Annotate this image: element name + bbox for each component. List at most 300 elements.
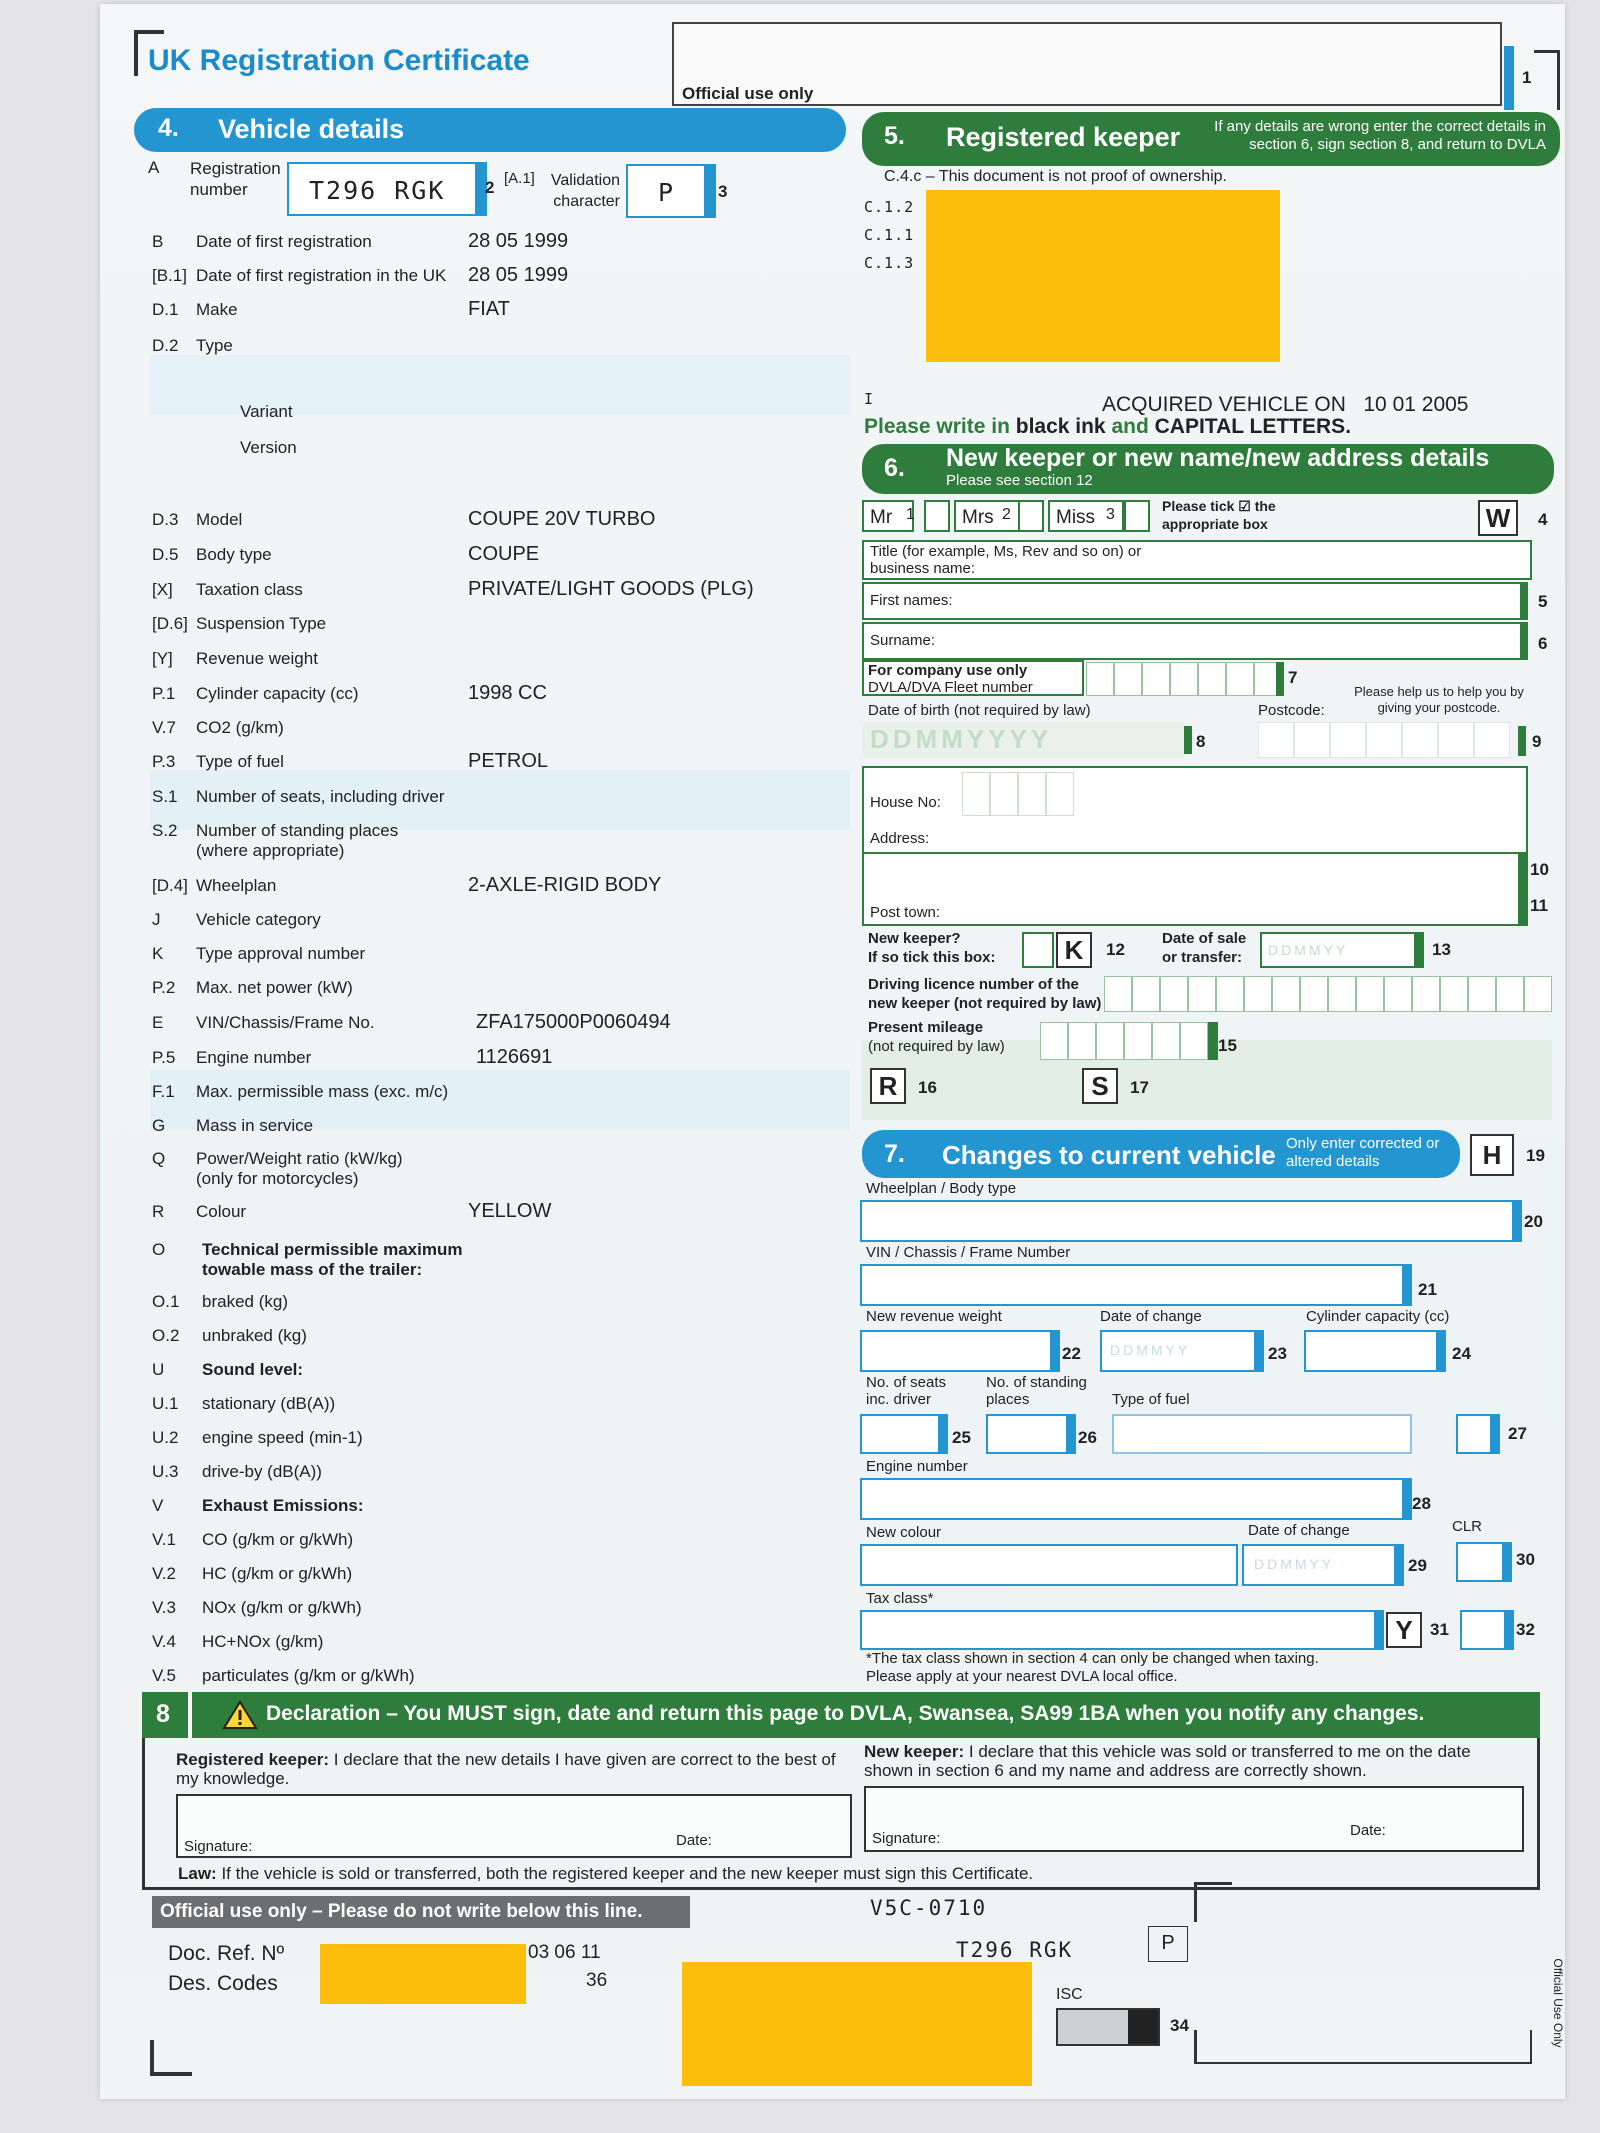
box-number: 32 [1516, 1620, 1535, 1639]
field-label [202, 1462, 322, 1482]
field-code: F.1 [152, 1082, 175, 1101]
keeper-code: C.1.2 [864, 198, 915, 216]
field-label: Cylinder capacity (cc) [1306, 1308, 1450, 1325]
title-business-field[interactable] [862, 540, 1532, 580]
field-label [202, 1666, 415, 1686]
seats-field[interactable] [860, 1414, 948, 1454]
field-label [202, 1530, 353, 1550]
box-end-bar [1050, 1330, 1060, 1372]
box-end-bar [1402, 1264, 1412, 1306]
section-6-header [862, 444, 1554, 494]
field-label-line: Make [196, 300, 238, 319]
field-label-line: Type [196, 336, 233, 355]
field-label [196, 300, 238, 320]
field-code: V [152, 1496, 164, 1515]
box-end-bar [1402, 1478, 1412, 1520]
fuel-type-field[interactable] [1112, 1414, 1412, 1454]
field-label-line: CO2 (g/km) [196, 718, 284, 737]
standing-places-field[interactable] [986, 1414, 1076, 1454]
field-label: Post town: [870, 904, 941, 921]
mileage-cells[interactable] [1040, 1022, 1208, 1060]
corner-mark [1557, 50, 1560, 110]
box-number: 7 [1288, 668, 1298, 687]
box-end-bar [1502, 1542, 1512, 1582]
corner-mark [134, 30, 164, 34]
field-label [196, 978, 353, 998]
section-5-header [862, 112, 1560, 166]
field-label: New colour [866, 1524, 942, 1541]
field-label-line: Cylinder capacity (cc) [196, 684, 359, 703]
h-box[interactable]: H [1470, 1134, 1514, 1176]
field-label [196, 944, 365, 964]
field-label [202, 1292, 288, 1312]
field-label-line: Max. permissible mass (exc. m/c) [196, 1082, 449, 1101]
field-code: D.5 [152, 545, 179, 564]
section-number: 6. [884, 454, 905, 482]
field-label: Tax class* [866, 1590, 934, 1607]
field-value: ZFA175000P0060494 [476, 1011, 671, 1033]
section-4-header [134, 108, 846, 152]
field-code: V.2 [152, 1564, 176, 1583]
field-label: Wheelplan / Body type [866, 1180, 1017, 1197]
field-code: P.2 [152, 978, 176, 997]
section-title: New keeper or new name/new address details [946, 444, 1490, 472]
box-number: 5 [1538, 592, 1548, 611]
tax-note: *The tax class shown in section 4 can only be changed when taxing. [866, 1650, 1319, 1667]
field-label-line: stationary (dB(A)) [202, 1394, 336, 1413]
field-label: Title (for example, Ms, Rev and so on) or business name: [870, 543, 1142, 577]
option-number: 3 [1106, 506, 1115, 523]
y-box[interactable]: Y [1386, 1612, 1422, 1648]
box-number: 6 [1538, 634, 1548, 653]
field-code: [D.6] [152, 614, 188, 633]
field-label: (not required by law) [868, 1038, 1005, 1055]
new-keeper-tick[interactable] [1022, 932, 1054, 968]
field-value: 28 05 1999 [468, 264, 569, 286]
section-title: Declaration – You MUST sign, date and return this page to DVLA, Swansea, SA99 1BA when you notify any changes. [266, 1702, 1425, 1725]
field-value: PRIVATE/LIGHT GOODS (PLG) [468, 578, 754, 600]
field-code: V.7 [152, 718, 176, 737]
tax-class-field[interactable] [860, 1610, 1380, 1650]
field-label: Type of fuel [1112, 1391, 1190, 1408]
field-label: For company use only [868, 662, 1028, 679]
field-label-line: CO (g/km or g/kWh) [202, 1530, 354, 1549]
field-label: New revenue weight [866, 1308, 1002, 1325]
box-end-bar [1208, 1022, 1218, 1060]
field-label-line: Number of seats, including driver [196, 787, 445, 806]
field-label-line: particulates (g/km or g/kWh) [202, 1666, 415, 1685]
box-number: 8 [1196, 732, 1206, 751]
field-code: V.4 [152, 1632, 176, 1651]
w-box[interactable]: W [1478, 500, 1518, 536]
section-number: 7. [884, 1140, 905, 1168]
field-label [196, 876, 276, 896]
box-number: 4 [1538, 510, 1548, 529]
signature-label: Signature: [184, 1838, 253, 1855]
write-instruction-part: Please write in [864, 415, 1010, 438]
box-number: 11 [1530, 896, 1548, 915]
official-use-text [160, 1901, 643, 1923]
field-code: R [152, 1202, 165, 1221]
declaration-text: I declare that the new details I have given are correct to the best of my knowledge. [176, 1750, 836, 1788]
section-8-header [142, 1692, 1540, 1738]
corner-mark [1194, 1882, 1197, 1922]
field-label-line: NOx (g/km or g/kWh) [202, 1598, 362, 1617]
field-label-line: towable mass of the trailer: [202, 1260, 423, 1279]
blue-marker [1504, 46, 1514, 110]
cylinder-capacity-field[interactable] [1304, 1330, 1446, 1372]
box-number: 28 [1412, 1494, 1431, 1513]
box-number: 31 [1430, 1620, 1449, 1639]
field-value: COUPE 20V TURBO [468, 508, 656, 530]
box-end-bar [1254, 1330, 1264, 1372]
form-code: V5C-0710 [870, 1896, 988, 1920]
field-value: FIAT [468, 298, 510, 320]
field-code: V.5 [152, 1666, 176, 1685]
date-placeholder: DDMMYY [1254, 1556, 1335, 1572]
field-code: J [152, 910, 161, 929]
official-use-side-text: Official Use Only [1551, 1958, 1565, 2048]
field-label: First names: [870, 592, 953, 609]
field-label [196, 232, 372, 252]
box-number: 30 [1516, 1550, 1535, 1569]
field-code: E [152, 1013, 164, 1032]
field-label-line: Mass in service [196, 1116, 314, 1135]
box-end-bar [1374, 1610, 1384, 1650]
box-end-bar [1518, 854, 1526, 924]
field-label-line: VIN/Chassis/Frame No. [196, 1013, 375, 1032]
signature-label: Signature: [872, 1830, 941, 1847]
box-end-bar [475, 162, 485, 216]
field-label-line: Wheelplan [196, 876, 277, 895]
section-title: Vehicle details [218, 114, 405, 144]
field-label-line: HC+NOx (g/km) [202, 1632, 324, 1651]
field-label [202, 1632, 323, 1652]
field-label-line: Sound level: [202, 1360, 304, 1379]
field-code: [X] [152, 580, 173, 599]
field-label [202, 1564, 352, 1584]
field-code: D.3 [152, 510, 179, 529]
wheelplan-field[interactable] [860, 1200, 1522, 1242]
field-label [196, 1082, 448, 1102]
field-label: Present mileage [868, 1019, 984, 1036]
r-box[interactable]: R [870, 1068, 906, 1104]
new-colour-field[interactable] [860, 1544, 1238, 1586]
surname-field[interactable] [862, 622, 1526, 660]
field-code: U [152, 1360, 165, 1379]
validation-label: Validation character [550, 172, 620, 210]
field-label [196, 1048, 311, 1068]
field-label-line: (only for motorcycles) [196, 1169, 359, 1188]
first-names-field[interactable] [862, 582, 1526, 620]
box-number: 10 [1530, 860, 1549, 879]
tax-note: Please apply at your nearest DVLA local office. [866, 1668, 1178, 1685]
official-use-label: Official use only [682, 84, 814, 103]
field-code: Q [152, 1149, 166, 1168]
document-title: UK Registration Certificate [148, 44, 530, 77]
field-label-line: Exhaust Emissions: [202, 1496, 364, 1515]
field-label-line: places [986, 1391, 1030, 1408]
field-label: Driving licence number of the [868, 976, 1079, 993]
field-code: O.2 [152, 1326, 180, 1345]
field-label-line: Date of first registration in the UK [196, 266, 447, 285]
dob-placeholder: DDMMYYYY [870, 724, 1053, 754]
field-label-line: braked (kg) [202, 1292, 288, 1311]
registered-keeper-declaration [176, 1750, 852, 1788]
box-end-bar [1490, 1414, 1500, 1454]
field-label [196, 1116, 313, 1136]
field-label-line: No. of seats [866, 1374, 947, 1391]
s-box[interactable]: S [1082, 1068, 1118, 1104]
box-end-bar [1504, 1610, 1514, 1650]
dob-field[interactable] [862, 722, 1184, 758]
field-label [196, 718, 284, 738]
write-instruction-part: black ink [1009, 415, 1112, 438]
field-code: U.1 [152, 1394, 179, 1413]
box-number: 3 [718, 182, 728, 201]
field-label-line: engine speed (min-1) [202, 1428, 363, 1447]
field-label [196, 1149, 403, 1189]
field-label [196, 649, 318, 669]
field-code: U.3 [152, 1462, 179, 1481]
field-code: S.2 [152, 821, 178, 840]
field-label [196, 614, 326, 634]
field-label: New keeper? [868, 930, 961, 947]
field-label: CLR [1452, 1518, 1483, 1535]
field-code: O [152, 1240, 166, 1259]
box-number: 34 [1170, 2016, 1189, 2035]
doc-ref-redaction [320, 1944, 526, 2004]
option-number: 2 [1002, 506, 1011, 523]
field-label: Date of change [1248, 1522, 1350, 1539]
corner-mark [1194, 2030, 1197, 2064]
law-statement [178, 1864, 1033, 1884]
des-codes-value: 36 [586, 1970, 608, 1991]
field-code: V.1 [152, 1530, 176, 1549]
new-keeper-signature-box[interactable] [864, 1786, 1524, 1852]
k-box[interactable]: K [1056, 932, 1092, 968]
field-label: Date of change [1100, 1308, 1202, 1325]
field-label-line: Power/Weight ratio (kW/kg) [196, 1149, 403, 1168]
field-label-line: Number of standing places [196, 821, 399, 840]
date-of-sale-field[interactable] [1260, 932, 1424, 968]
field-code: G [152, 1116, 166, 1135]
box-end-bar [1066, 1414, 1076, 1454]
field-label [196, 787, 445, 807]
address-divider [862, 852, 1528, 854]
box-end-bar [1520, 582, 1528, 620]
corner-mark [134, 30, 138, 76]
tick-note: Please tick ☑ the appropriate box [1162, 498, 1276, 532]
corner-mark [1194, 2062, 1532, 2064]
title-mrs-option[interactable] [954, 500, 1026, 532]
box-number: 9 [1532, 732, 1542, 751]
title-mr-tick[interactable] [924, 500, 950, 532]
isc-box [1056, 2008, 1160, 2046]
box-number: 27 [1508, 1424, 1527, 1443]
title-mrs-tick[interactable] [1018, 500, 1044, 532]
field-value: 2-AXLE-RIGID BODY [468, 874, 662, 896]
des-codes-label: Des. Codes [168, 1972, 278, 1995]
box-number: 16 [918, 1078, 937, 1097]
box-number: 15 [1218, 1036, 1237, 1055]
colour-date-field[interactable] [1242, 1544, 1404, 1586]
box-end-bar [1414, 932, 1424, 968]
date-of-change-field[interactable] [1100, 1330, 1264, 1372]
box-end-bar [1520, 622, 1528, 660]
box-end-bar [1394, 1544, 1404, 1586]
section-7-header [862, 1130, 1460, 1178]
field-label: Address: [870, 830, 930, 847]
divider [188, 1692, 192, 1738]
field-label [196, 545, 272, 565]
vin-field[interactable] [860, 1264, 1412, 1306]
write-instruction [864, 415, 1351, 439]
law-text: If the vehicle is sold or transferred, both the registered keeper and the new keeper must sign this Certificate. [216, 1864, 1034, 1883]
field-label: DVLA/DVA Fleet number [868, 679, 1033, 696]
revenue-weight-field[interactable] [860, 1330, 1060, 1372]
field-label [196, 821, 398, 861]
acquired-date: ACQUIRED VEHICLE ON 10 01 2005 [1102, 393, 1469, 416]
field-label [196, 1202, 246, 1222]
corner-mark [150, 2072, 192, 2076]
box-number: 20 [1524, 1212, 1543, 1231]
box-end-bar [704, 164, 714, 218]
field-label: House No: [870, 794, 941, 811]
field-value: 1126691 [476, 1046, 553, 1068]
field-label [196, 336, 233, 356]
field-label: Postcode: [1258, 702, 1325, 719]
field-code: [D.4] [152, 876, 188, 895]
field-label: VIN / Chassis / Frame Number [866, 1244, 1071, 1261]
field-value: YELLOW [468, 1200, 552, 1222]
option-number: 1 [906, 506, 915, 523]
driving-licence-cells[interactable] [1104, 976, 1552, 1012]
field-code: K [152, 944, 164, 963]
box-number: 23 [1268, 1344, 1287, 1363]
date-label: Date: [676, 1832, 712, 1849]
section-note: If any details are wrong enter the correct details in section 6, sign section 8, and return to DVLA [1214, 118, 1546, 153]
option-label: Miss [1056, 507, 1096, 528]
box-number: 2 [485, 178, 495, 197]
new-keeper-declaration [864, 1742, 1514, 1780]
keeper-address-redaction [926, 190, 1280, 362]
field-label-line: Date of first registration [196, 232, 372, 251]
box-number: 12 [1106, 940, 1125, 959]
date-placeholder: DDMMYY [1268, 942, 1349, 958]
field-label [240, 438, 297, 458]
official-use-text-bold: Official use only – Please do not write below this line. [160, 1901, 643, 1922]
section-number: 8 [156, 1700, 170, 1728]
option-label: Mrs [962, 507, 994, 528]
isc-label: ISC [1056, 1986, 1083, 2003]
official-use-bar [152, 1896, 690, 1928]
field-label-line: drive-by (dB(A)) [202, 1462, 322, 1481]
validation-character-box [626, 164, 716, 218]
section-subtitle: Please see section 12 [946, 472, 1093, 489]
box-end-bar [1512, 1200, 1522, 1242]
title-miss-tick[interactable] [1124, 500, 1150, 532]
field-label: Date of birth (not required by law) [868, 702, 1091, 719]
field-code: [A.1] [504, 170, 535, 187]
box-number: 24 [1452, 1344, 1471, 1363]
field-label [202, 1394, 335, 1414]
field-label-line: Type approval number [196, 944, 366, 963]
box-number: 13 [1432, 940, 1451, 959]
engine-number-field[interactable] [860, 1478, 1412, 1520]
field-code: B [152, 232, 164, 251]
field-code: V.3 [152, 1598, 176, 1617]
field-value: COUPE [468, 543, 540, 565]
field-code: A [148, 158, 160, 177]
field-code: O.1 [152, 1292, 180, 1311]
field-label-line: No. of standing [986, 1374, 1087, 1391]
field-label-line: Revenue weight [196, 649, 318, 668]
footer-registration: T296 RGK [956, 1938, 1074, 1962]
field-label-line: inc. driver [866, 1391, 932, 1408]
title-options [862, 500, 1162, 532]
field-value: PETROL [468, 750, 549, 772]
field-label-line: Engine number [196, 1048, 312, 1067]
registered-keeper-signature-box[interactable] [176, 1794, 852, 1858]
field-label [202, 1360, 303, 1380]
box-end-bar [1276, 662, 1284, 696]
house-no-cells[interactable] [962, 772, 1074, 816]
postcode-cells[interactable] [1258, 722, 1510, 758]
field-label [196, 510, 242, 530]
field-label-line: (where appropriate) [196, 841, 345, 860]
field-label [202, 1496, 364, 1516]
keeper-code: C.1.3 [864, 254, 915, 272]
corner-mark [1530, 2030, 1532, 2064]
field-label [240, 402, 293, 422]
page-number: 1 [1522, 68, 1532, 87]
field-code: [B.1] [152, 266, 187, 285]
field-label-line: Vehicle category [196, 910, 321, 929]
field-value: 28 05 1999 [468, 230, 569, 252]
declaration-text: I declare that this vehicle was sold or transferred to me on the date shown in section 6 and my name and address are correctly shown. [864, 1742, 1471, 1780]
field-code: D.2 [152, 336, 179, 355]
box-number: 22 [1062, 1344, 1081, 1363]
doc-ref-label: Doc. Ref. Nº [168, 1942, 285, 1965]
field-label [196, 1013, 375, 1033]
field-label [196, 910, 321, 930]
section-note: Only enter corrected or altered details [1286, 1135, 1440, 1170]
declaration-heading: Registered keeper: [176, 1750, 330, 1769]
box-end-bar [1184, 726, 1192, 754]
field-code: P.1 [152, 684, 176, 703]
validation-character-value: P [658, 178, 676, 207]
field-label [866, 1374, 946, 1408]
section-number: 4. [158, 114, 179, 142]
declaration-heading: New keeper: [864, 1742, 965, 1761]
doc-ref-value: 03 06 11 [528, 1942, 601, 1963]
date-placeholder: DDMMYY [1110, 1342, 1191, 1358]
box-number: 26 [1078, 1428, 1097, 1447]
section-title: Changes to current vehicle [942, 1140, 1276, 1170]
fleet-number-cells[interactable] [1086, 662, 1282, 696]
box-number: 29 [1408, 1556, 1427, 1575]
field-label [196, 266, 446, 286]
field-label: Engine number [866, 1458, 968, 1475]
field-label-line: Model [196, 510, 243, 529]
write-instruction-part: CAPITAL LETTERS. [1148, 415, 1352, 438]
field-label-line: Variant [240, 402, 293, 421]
field-label-line: HC (g/km or g/kWh) [202, 1564, 353, 1583]
corner-mark [1196, 1882, 1232, 1885]
option-label: Mr [870, 507, 893, 528]
box-end-bar [1436, 1330, 1446, 1372]
